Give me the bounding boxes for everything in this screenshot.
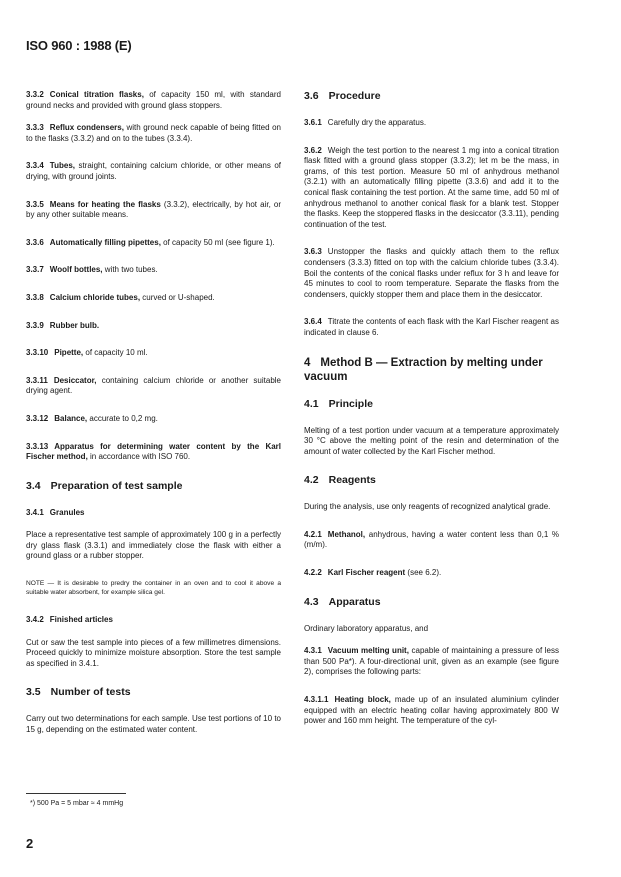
paragraph-4-3: Ordinary laboratory apparatus, and [304, 623, 429, 633]
heading-4-1: 4.1 Principle [304, 397, 373, 410]
clause-3-6-4: 3.6.4 Titrate the contents of each flask with the Karl Fischer reagent as indicated in clause 6. [304, 317, 559, 337]
paragraph-3-5: Carry out two determinations for each sample. Use test portions of 10 to 15 g, depending on the estimated water content. [26, 714, 281, 735]
clause-3-6-1: 3.6.1 Carefully dry the apparatus. [304, 118, 427, 127]
clause-4-3-1-1: 4.3.1.1 Heating block, made up of an insulated aluminium cylinder equipped with an electric heating collar having approximately 800 W power and 160 mm height. The temperature of the cyl- [304, 695, 559, 726]
clause-4-2-2: 4.2.2 Karl Fischer reagent (see 6.2). [304, 568, 442, 578]
right-column [304, 90, 559, 744]
paragraph-3-4-1: Place a representative test sample of approximately 100 g in a perfectly dry glass flask (3.3.1) and immediately close the flask with either a ground glass or a rubber stopper. [26, 530, 281, 561]
heading-3-4: 3.4 Preparation of test sample [26, 479, 183, 492]
clause-4-2-1: 4.2.1 Methanol, anhydrous, having a water content less than 0,1 % (m/m). [304, 529, 559, 550]
footnote-rule [26, 793, 126, 794]
left-column [26, 90, 281, 753]
clause-4-3-1: 4.3.1 Vacuum melting unit, capable of maintaining a pressure of less than 500 Pa*). A four-directional unit, given as an example (see figure 2), comprises the following parts: [304, 646, 559, 677]
clause-3-6-3: 3.6.3 Unstopper the flasks and quickly attach them to the reflux condensers (3.3.3) fitted on top with the calcium chloride tubes (3.3.4). Boil the contents of the conical flasks under reflux for 3 h and leave for 45 minutes to cool to room temperature. Separate the flasks from the condensers, quickly stopper them and place them in the desiccator. [304, 247, 559, 299]
clause-3-3-6: 3.3.6 Automatically filling pipettes, of capacity 50 ml (see figure 1). [26, 237, 275, 247]
clause-3-3-8: 3.3.8 Calcium chloride tubes, curved or U-shaped. [26, 292, 215, 302]
heading-4-2: 4.2 Reagents [304, 474, 376, 487]
clause-3-3-9: 3.3.9 Rubber bulb. [26, 320, 100, 330]
clause-3-3-5: 3.3.5 Means for heating the flasks (3.3.2), electrically, by hot air, or by any other suitable means. [26, 199, 281, 220]
heading-4-3: 4.3 Apparatus [304, 595, 381, 608]
clause-3-3-10: 3.3.10 Pipette, of capacity 10 ml. [26, 348, 148, 358]
clause-3-3-7: 3.3.7 Woolf bottles, with two tubes. [26, 265, 158, 275]
paragraph-4-1: Melting of a test portion under vacuum at a temperature approximately 30 °C above the melting point of the resin and determination of the amount of water collected by the Karl Fischer method. [304, 425, 559, 456]
page-number: 2 [26, 836, 34, 851]
clause-3-3-11: 3.3.11 Desiccator, containing calcium chloride or another suitable drying agent. [26, 375, 281, 396]
heading-3-4-1: 3.4.1 Granules [26, 507, 85, 517]
note-3-4-1: NOTE — It is desirable to predry the container in an oven and to cool it above a suitable water absorbent, for example silica gel. [26, 580, 281, 597]
clause-3-6-2: 3.6.2 Weigh the test portion to the nearest 1 mg into a conical titration flask fitted with a ground glass stopper (3.3.2); let m be the mass, in grams, of this test portion. Measure 50 ml of anhydrous methanol (3.2.1) with an automatically filling pipette (3.3.6) and add it to the conical flask containing the test portion. At the same time, add 50 ml of anhydrous methanol to another conical flask for a blank test. Stopper the flasks. Keep the stoppered flasks in the desiccator (3.3.11), pending continuation of the test. [304, 145, 559, 229]
paragraph-3-4-2: Cut or saw the test sample into pieces of a few millimetres dimensions. Proceed quickly to minimize moisture absorption. Store the test sample as specified in 3.4.1. [26, 637, 281, 668]
document-header: ISO 960 : 1988 (E) [26, 38, 132, 53]
heading-3-6: 3.6 Procedure [304, 90, 381, 102]
footnote: *) 500 Pa = 5 mbar ≈ 4 mmHg [30, 800, 124, 807]
heading-3-5: 3.5 Number of tests [26, 686, 131, 699]
heading-4: 4 Method B — Extraction by melting under vacuum [304, 356, 543, 383]
clause-3-3-2: 3.3.2 Conical titration flasks, of capacity 150 ml, with standard ground necks and provided with ground glass stoppers. [26, 90, 281, 110]
clause-3-3-12: 3.3.12 Balance, accurate to 0,2 mg. [26, 413, 158, 423]
heading-3-4-2: 3.4.2 Finished articles [26, 615, 113, 625]
clause-3-3-13: 3.3.13 Apparatus for determining water content by the Karl Fischer method, in accordance with ISO 760. [26, 441, 281, 462]
paragraph-4-2: During the analysis, use only reagents of recognized analytical grade. [304, 502, 551, 512]
clause-3-3-4: 3.3.4 Tubes, straight, containing calcium chloride, or other means of drying, with ground joints. [26, 161, 281, 181]
clause-3-3-3: 3.3.3 Reflux condensers, with ground neck capable of being fitted on to the flasks (3.3.2) and on to the tubes (3.3.4). [26, 123, 281, 143]
